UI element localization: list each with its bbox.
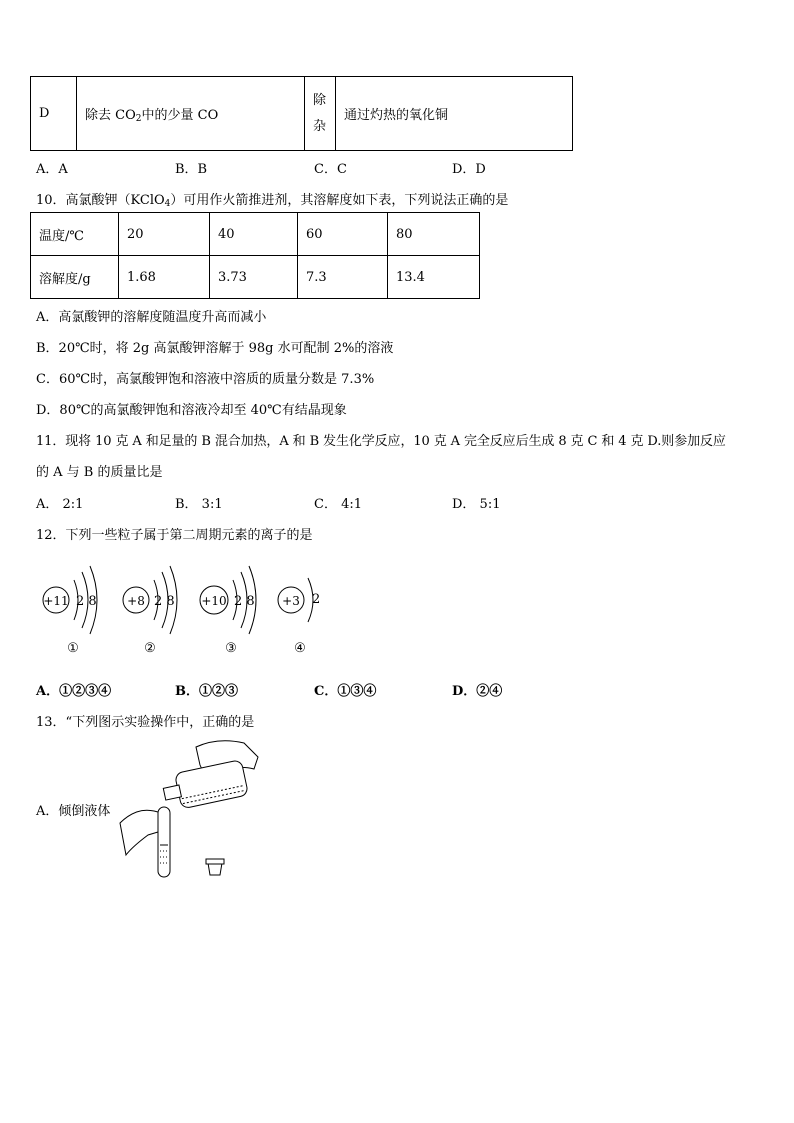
q9-purpose-cell xyxy=(77,77,305,151)
q10-header-temp: 温度/℃ xyxy=(31,213,119,256)
q9-purpose-sub: 2 xyxy=(135,113,142,124)
q10-stem-post: ）可用作火箭推进剂，其溶解度如下表，下列说法正确的是 xyxy=(170,193,509,208)
q12-option-b: B．①②③ xyxy=(175,684,238,699)
particle-3-shells: 2 8 xyxy=(234,594,255,609)
q13-option-a: A．倾倒液体 xyxy=(36,804,111,819)
q9-purpose-pre: 除去 CO xyxy=(85,107,136,123)
q9-purpose-post: 中的少量 CO xyxy=(141,107,219,123)
q9-method-line1: 除 xyxy=(313,92,327,108)
particle-2-nucleus: +8 xyxy=(127,594,145,608)
q9-letter-cell xyxy=(31,77,77,151)
q12-stem: 12．下列一些粒子属于第二周期元素的离子的是 xyxy=(36,528,313,543)
particle-3-label: ③ xyxy=(225,641,237,656)
particle-3-nucleus: +10 xyxy=(201,594,227,608)
q10-temp-cell: 60 xyxy=(298,213,388,256)
pouring-liquid-illustration xyxy=(118,735,268,885)
q9-option-d: D．D xyxy=(452,162,486,177)
q9-method-cell xyxy=(305,77,336,151)
q12-option-d: D．②④ xyxy=(452,684,503,699)
particle-2-shells: 2 8 xyxy=(154,594,175,609)
q9-option-c: C．C xyxy=(314,162,347,177)
q11-option-a: A． 2:1 xyxy=(36,497,84,512)
q9-option-a: A．A xyxy=(36,162,68,177)
q10-solubility-cell: 1.68 xyxy=(119,256,210,299)
particle-1-nucleus: +11 xyxy=(43,594,69,608)
q11-option-b: B． 3:1 xyxy=(175,497,223,512)
q10-solubility-cell: 3.73 xyxy=(210,256,298,299)
q12-particle-diagrams xyxy=(36,560,376,670)
q10-stem xyxy=(36,189,508,209)
particle-1-shells: 2 8 xyxy=(76,594,97,609)
particle-4-label: ④ xyxy=(294,641,306,656)
q10-stem-pre: 10．高氯酸钾（KClO xyxy=(36,193,165,208)
q10-option-d: D．80℃的高氯酸钾饱和溶液冷却至 40℃有结晶现象 xyxy=(36,403,347,418)
particle-2 xyxy=(123,566,177,656)
q10-option-b: B．20℃时，将 2g 高氯酸钾溶解于 98g 水可配制 2%的溶液 xyxy=(36,341,394,356)
particle-3 xyxy=(200,566,256,656)
q9-option-b: B．B xyxy=(175,162,208,177)
particle-2-label: ② xyxy=(144,641,156,656)
q12-option-c: C．①③④ xyxy=(314,684,377,699)
q10-option-a: A．高氯酸钾的溶解度随温度升高而减小 xyxy=(36,310,267,325)
q9-operation-cell xyxy=(336,77,573,151)
q11-option-d: D． 5:1 xyxy=(452,497,501,512)
particle-4-nucleus: +3 xyxy=(282,594,300,608)
q10-solubility-cell: 13.4 xyxy=(388,256,480,299)
q10-option-c: C．60℃时，高氯酸钾饱和溶液中溶质的质量分数是 7.3% xyxy=(36,372,375,387)
q10-solubility-table xyxy=(30,212,480,299)
particle-1-label: ① xyxy=(67,641,79,656)
q10-header-solubility: 溶解度/g xyxy=(31,256,119,299)
particle-4 xyxy=(278,578,320,656)
q9-table xyxy=(30,76,573,151)
q12-option-a: A．①②③④ xyxy=(36,684,112,699)
q11-option-c: C． 4:1 xyxy=(314,497,363,512)
q9-method-line2: 杂 xyxy=(313,118,327,134)
particle-1 xyxy=(43,566,97,656)
q10-temp-cell: 40 xyxy=(210,213,298,256)
q10-solubility-cell: 7.3 xyxy=(298,256,388,299)
q11-stem-line1: 11．现将 10 克 A 和足量的 B 混合加热，A 和 B 发生化学反应，10 克 A 完全反应后生成 8 克 C 和 4 克 D.则参加反应 xyxy=(36,434,726,449)
q11-stem-line2: 的 A 与 B 的质量比是 xyxy=(36,465,163,480)
q13-stem: 13．“下列图示实验操作中，正确的是 xyxy=(36,715,255,730)
q10-temp-cell: 80 xyxy=(388,213,480,256)
q9-letter: D xyxy=(39,106,50,121)
particle-4-shells: 2 xyxy=(312,592,321,607)
q9-operation: 通过灼热的氧化铜 xyxy=(344,108,449,123)
q10-stem-sub: 4 xyxy=(164,199,171,209)
q10-temp-cell: 20 xyxy=(119,213,210,256)
